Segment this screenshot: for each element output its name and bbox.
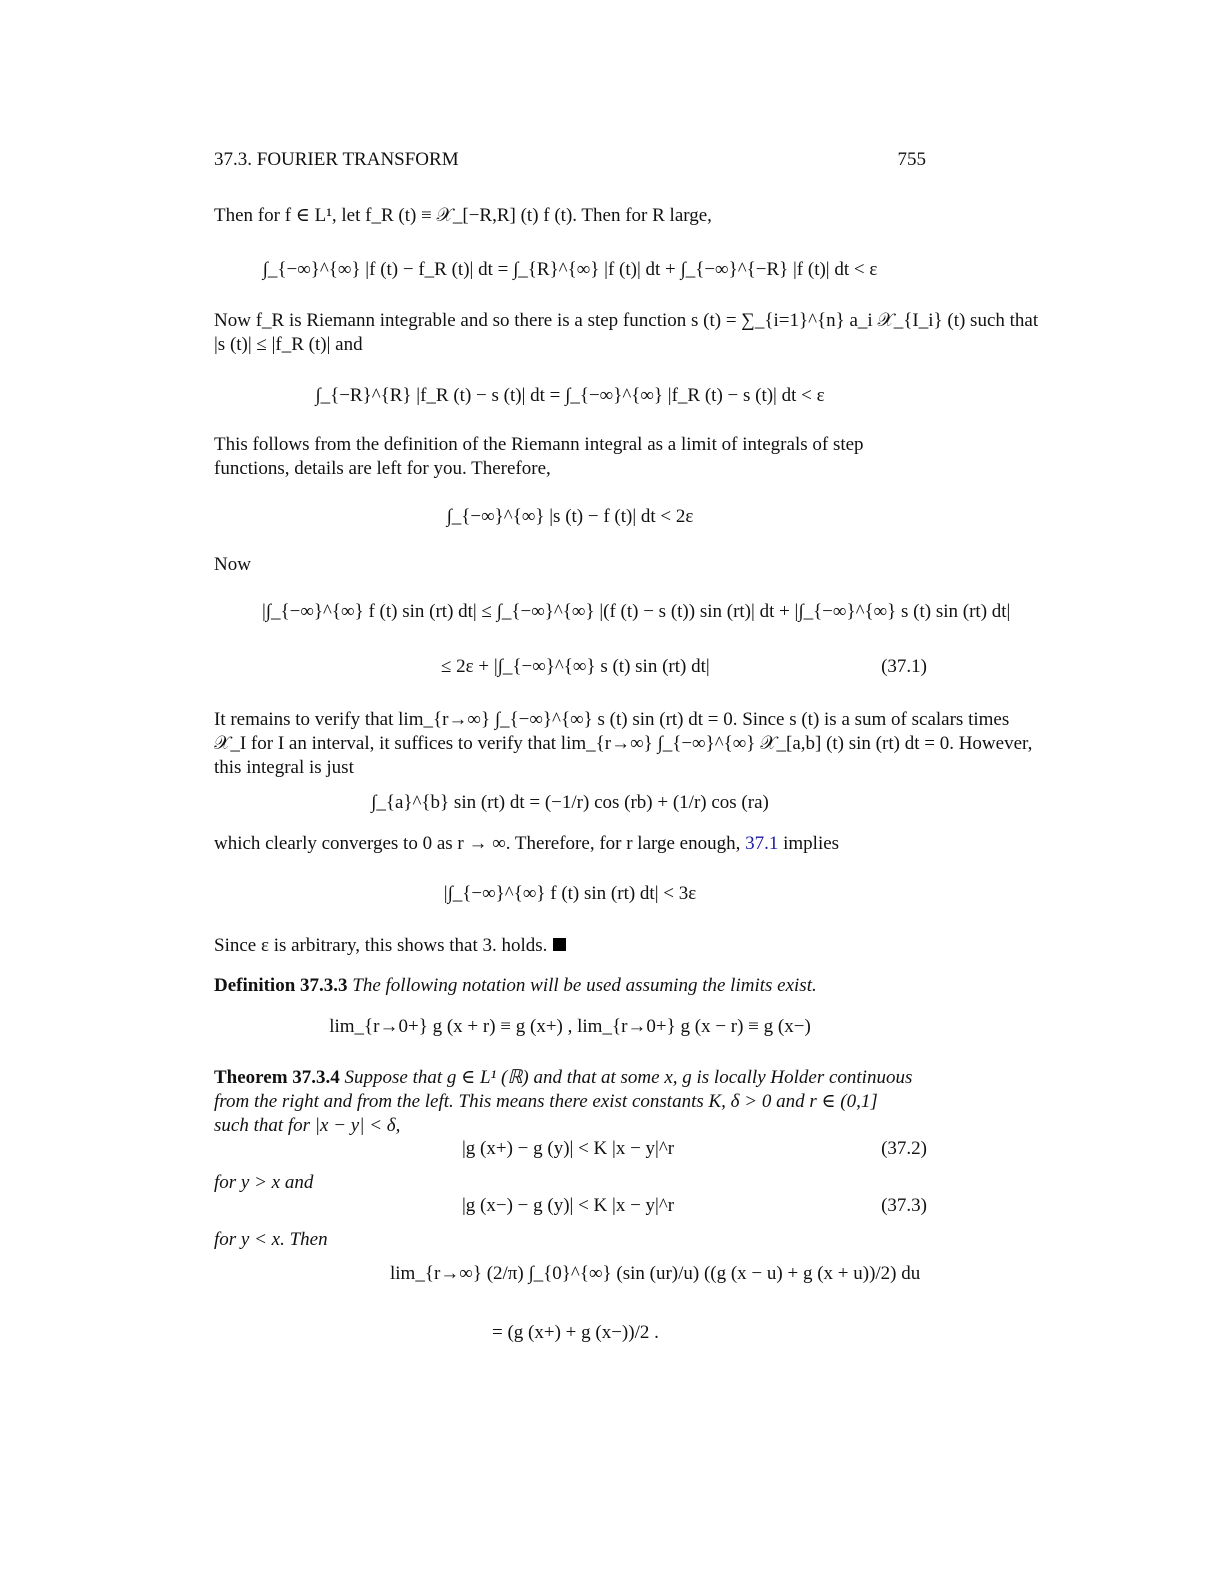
equation-5: ∫_{a}^{b} sin (rt) dt = (−1/r) cos (rb) + (1/r) cos (ra) <box>371 792 769 813</box>
equation-3: ∫_{−∞}^{∞} |s (t) − f (t)| dt < 2ε <box>446 506 694 527</box>
definition-label: Definition 37.3.3 <box>214 975 348 996</box>
paragraph-7 <box>214 935 566 958</box>
page-number: 755 <box>897 149 926 170</box>
theorem-line-2: from the right and from the left. This means there exist constants K, δ > 0 and r ∈ (0,1] <box>214 1091 878 1112</box>
theorem-line-4: for y > x and <box>214 1172 314 1193</box>
paragraph-5-line-3: this integral is just <box>214 757 354 778</box>
equation-8: |g (x+) − g (y)| < K |x − y|^r <box>462 1138 675 1159</box>
theorem-line-5: for y < x. Then <box>214 1229 328 1250</box>
equation-number-37-3: (37.3) <box>881 1195 927 1216</box>
theorem-line-1 <box>214 1067 912 1090</box>
equation-4-line-1: |∫_{−∞}^{∞} f (t) sin (rt) dt| ≤ ∫_{−∞}^{∞} |(f (t) − s (t)) sin (rt)| dt + |∫_{−∞}^{∞} s (t) sin (rt) dt| <box>262 601 1011 622</box>
equation-10: lim_{r→∞} (2/π) ∫_{0}^{∞} (sin (ur)/u) ((g (x − u) + g (x + u))/2) du <box>390 1263 921 1284</box>
paragraph-2-line-2: |s (t)| ≤ |f_R (t)| and <box>214 334 363 355</box>
paragraph-4: Now <box>214 554 251 575</box>
equation-4-line-2: ≤ 2ε + |∫_{−∞}^{∞} s (t) sin (rt) dt| <box>441 656 710 677</box>
paragraph-6 <box>214 833 839 856</box>
paragraph-6-text-end: implies <box>783 833 840 854</box>
paragraph-3-line-2: functions, details are left for you. Therefore, <box>214 458 551 479</box>
paragraph-6-text: which clearly converges to 0 as r → ∞. Therefore, for r large enough, <box>214 833 741 854</box>
equation-2: ∫_{−R}^{R} |f_R (t) − s (t)| dt = ∫_{−∞}^{∞} |f_R (t) − s (t)| dt < ε <box>315 385 825 406</box>
definition-text: The following notation will be used assuming the limits exist. <box>352 975 817 996</box>
paragraph-3-line-1: This follows from the definition of the Riemann integral as a limit of integrals of step <box>214 434 864 455</box>
equation-1: ∫_{−∞}^{∞} |f (t) − f_R (t)| dt = ∫_{R}^{∞} |f (t)| dt + ∫_{−∞}^{−R} |f (t)| dt < ε <box>262 259 878 280</box>
definition <box>214 975 817 998</box>
equation-6: |∫_{−∞}^{∞} f (t) sin (rt) dt| < 3ε <box>443 883 697 904</box>
paragraph-5-line-1: It remains to verify that lim_{r→∞} ∫_{−∞}^{∞} s (t) sin (rt) dt = 0. Since s (t) is a sum of scalars times <box>214 709 1010 730</box>
running-header-section: 37.3. FOURIER TRANSFORM <box>214 149 459 170</box>
equation-7: lim_{r→0+} g (x + r) ≡ g (x+) , lim_{r→0+} g (x − r) ≡ g (x−) <box>329 1016 811 1037</box>
paragraph-1: Then for f ∈ L¹, let f_R (t) ≡ 𝒳_[−R,R] (t) f (t). Then for R large, <box>214 205 712 226</box>
equation-number-37-2: (37.2) <box>881 1138 927 1159</box>
equation-reference-link[interactable]: 37.1 <box>745 833 779 854</box>
equation-9: |g (x−) − g (y)| < K |x − y|^r <box>462 1195 675 1216</box>
equation-number-37-1: (37.1) <box>881 656 927 677</box>
theorem-text: Suppose that g ∈ L¹ (ℝ) and that at some x, g is locally Holder continuous <box>344 1067 913 1088</box>
theorem-label: Theorem 37.3.4 <box>214 1067 340 1088</box>
theorem-line-3: such that for |x − y| < δ, <box>214 1115 401 1136</box>
paragraph-2-line-1: Now f_R is Riemann integrable and so there is a step function s (t) = ∑_{i=1}^{n} a_i 𝒳_{I_i} (t) such that <box>214 310 1039 331</box>
equation-11: = (g (x+) + g (x−))/2 . <box>492 1322 659 1343</box>
paragraph-5-line-2: 𝒳_I for I an interval, it suffices to verify that lim_{r→∞} ∫_{−∞}^{∞} 𝒳_[a,b] (t) sin (rt) dt = 0. However, <box>214 733 1033 754</box>
qed-square-icon <box>553 938 566 951</box>
paragraph-7-text: Since ε is arbitrary, this shows that 3. holds. <box>214 935 548 956</box>
